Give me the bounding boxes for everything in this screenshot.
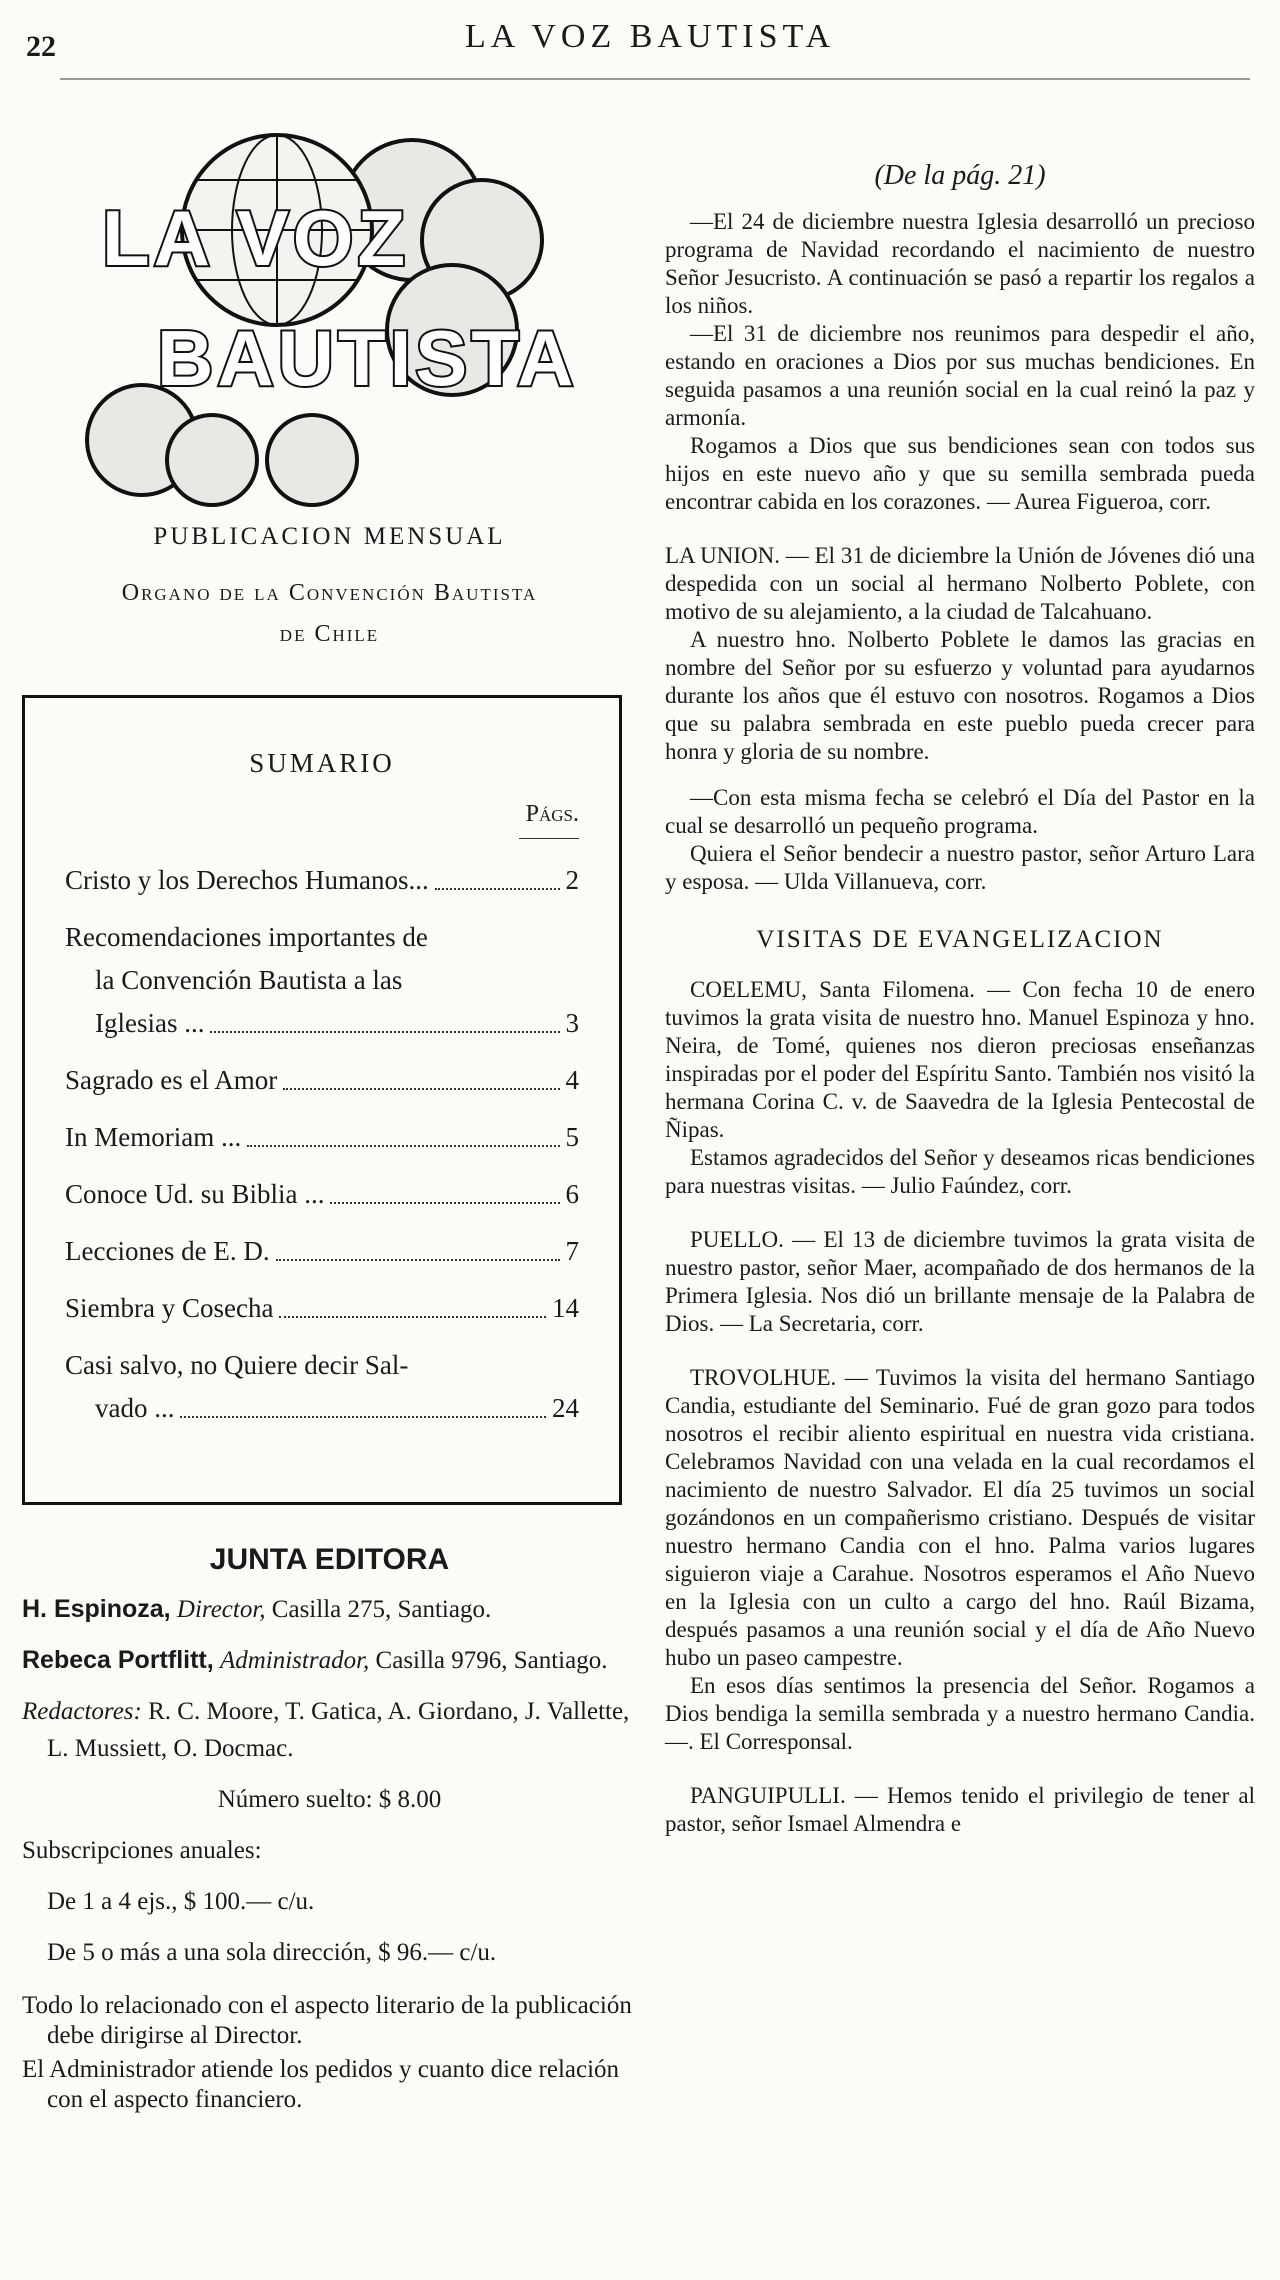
news-paragraph: En esos días sentimos la presencia del Señor. Rogamos a Dios bendiga la semilla sembrada y a nuestro hermano Candia. —. El Corresponsal. (665, 1673, 1255, 1754)
subs-rate-1: De 1 a 4 ejs., $ 100.— c/u. (47, 1887, 315, 1915)
sumario-box (22, 695, 622, 1505)
toc-item: Conoce Ud. su Biblia ... 6 (65, 1173, 579, 1216)
news-paragraph: —El 31 de diciembre nos reunimos para despedir el año, estando en oraciones a Dios por sus muchas bendiciones. En seguida pasamos a una reunión social en la cual reinó la paz y armonía. (665, 321, 1255, 430)
toc-item: Cristo y los Derechos Humanos... 2 (65, 859, 579, 902)
continued-from: (De la pág. 21) (874, 160, 1046, 191)
subs-label: Subscripciones anuales: (22, 1836, 262, 1864)
sumario-title: SUMARIO (249, 747, 395, 778)
junta-director: H. Espinoza, Director, Casilla 275, Santiago. (22, 1594, 492, 1623)
news-paragraph: TROVOLHUE. — Tuvimos la visita del hermano Santiago Candia, estudiante del Seminario. Fué de gran gozo para todos nosotros el recibir aliento espiritual en nuestra vida cristiana. Celebramos Navidad con una velada en la cual recordamos el nacimiento de nuestro Salvador. El día 25 tuvimos un social gozándonos en un compañerismo cristiano. Después de visitar nuestro hermano Candia con el hno. Palma varios lugares siguieron viaje a Carahue. Nosotros esperamos el Año Nuevo en la Iglesia con un culto a cargo del hno. Raúl Bizama, después pasamos a una reunión social y el día de Año Nuevo hubo un paseo campestre. (665, 1365, 1255, 1670)
pags-rule (519, 838, 579, 839)
junta-title: JUNTA EDITORA (209, 1542, 450, 1576)
news-paragraph: —El 24 de diciembre nuestra Iglesia desarrolló un precioso programa de Navidad recordando el nacimiento de nuestro Señor Jesucristo. A continuación se pasó a repartir los regalos a los niños. (665, 209, 1255, 318)
news-paragraph: Rogamos a Dios que sus bendiciones sean con todos sus hijos en este nuevo año y que su semilla sembrada pueda encontrar cabida en los corazones. — Aurea Figueroa, corr. (665, 433, 1255, 514)
toc-item: Casi salvo, no Quiere decir Sal- vado ... 24 (65, 1349, 579, 1423)
news-paragraph: —Con esta misma fecha se celebró el Día del Pastor en la cual se desarrolló un pequeño programa. (665, 785, 1255, 838)
globe-logo-icon (62, 120, 582, 510)
junta-redactores: Redactores: R. C. Moore, T. Gatica, A. Giordano, J. Vallette, L. Mussiett, O. Docmac. (22, 1697, 630, 1762)
pags-label: Págs. (525, 800, 579, 827)
news-paragraph: Estamos agradecidos del Señor y deseamos ricas bendiciones para nuestras visitas. — Julio Faúndez, corr. (665, 1145, 1255, 1198)
svg-text:BAUTISTA: BAUTISTA (157, 314, 578, 402)
subs-rate-2: De 5 o más a una sola dirección, $ 96.— c/u. (47, 1938, 497, 1966)
organ-line: Organo de la Convención Bautista de Chile (121, 580, 538, 647)
junta-admin: Rebeca Portflitt, Administrador, Casilla 9796, Santiago. (22, 1645, 608, 1674)
running-title: LA VOZ BAUTISTA (465, 18, 836, 55)
toc-item: Lecciones de E. D. 7 (65, 1230, 579, 1273)
news-paragraph: Quiera el Señor bendecir a nuestro pastor, señor Arturo Lara y esposa. — Ulda Villanueva, corr. (665, 841, 1255, 894)
publication-subtitle: PUBLICACION MENSUAL (153, 523, 506, 550)
news-paragraph: A nuestro hno. Nolberto Poblete le damos las gracias en nombre del Señor por su esfuerzo y voluntad para ayudarnos durante los años que él estuvo con nosotros. Rogamos a Dios que su palabra sembrada en este pueblo pueda crecer para honra y gloria de su nombre. (665, 627, 1255, 764)
toc-item: Recomendaciones importantes de la Convención Bautista a las Iglesias ... 3 (65, 921, 579, 1038)
note-director: Todo lo relacionado con el aspecto literario de la publicación debe dirigirse al Director. (22, 1991, 632, 2049)
left-column (22, 120, 637, 2115)
toc-item: Siembra y Cosecha 14 (65, 1287, 579, 1330)
right-column (665, 160, 1255, 1838)
news-paragraph: PUELLO. — El 13 de diciembre tuvimos la grata visita de nuestro pastor, señor Maer, acompañado de dos hermanos de la Primera Iglesia. Nos dió un brillante mensaje de la Palabra de Dios. — La Secretaria, corr. (665, 1227, 1255, 1336)
toc-item: Sagrado es el Amor 4 (65, 1059, 579, 1102)
note-admin: El Administrador atiende los pedidos y cuanto dice relación con el aspecto financiero. (22, 2055, 620, 2113)
page-number: 22 (26, 30, 56, 63)
sumario-list (65, 859, 579, 1430)
news-paragraph: PANGUIPULLI. — Hemos tenido el privilegio de tener al pastor, señor Ismael Almendra e (665, 1783, 1255, 1836)
section-title: VISITAS DE EVANGELIZACION (756, 926, 1164, 953)
header-rule (60, 78, 1250, 80)
news-paragraph: COELEMU, Santa Filomena. — Con fecha 10 de enero tuvimos la grata visita de nuestro hno. Manuel Espinoza y hno. Neira, de Tomé, quienes nos dieron preciosas enseñanzas inspiradas por el poder del Espíritu Santo. También nos visitó la hermana Corina C. v. de Saavedra de la Iglesia Pentecostal de Ñipas. (665, 977, 1255, 1142)
numero-suelto: Número suelto: $ 8.00 (217, 1785, 442, 1813)
news-paragraph: LA UNION. — El 31 de diciembre la Unión de Jóvenes dió una despedida con un social al hermano Nolberto Poblete, con motivo de su alejamiento, a la ciudad de Talcahuano. (665, 543, 1255, 624)
page-header (0, 8, 1280, 68)
toc-item: In Memoriam ... 5 (65, 1116, 579, 1159)
svg-text:LA VOZ: LA VOZ (102, 194, 410, 282)
